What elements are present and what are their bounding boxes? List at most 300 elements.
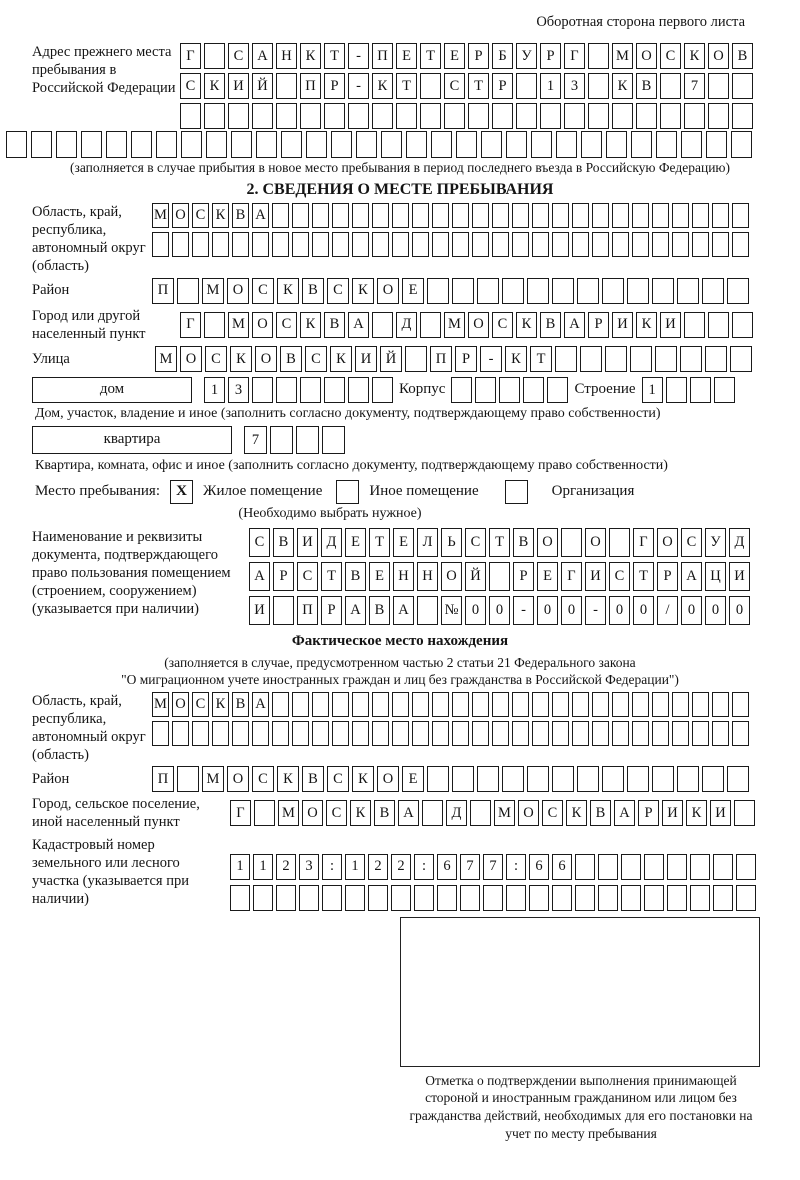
char-cell[interactable]: [332, 721, 349, 746]
char-cell[interactable]: [352, 692, 369, 717]
char-cell[interactable]: К: [516, 312, 537, 338]
char-cell[interactable]: [392, 203, 409, 228]
char-cell[interactable]: О: [227, 766, 249, 792]
char-cell[interactable]: Т: [489, 528, 510, 557]
char-cell[interactable]: [406, 131, 427, 158]
char-cell[interactable]: [612, 232, 629, 257]
char-cell[interactable]: [529, 885, 549, 911]
char-cell[interactable]: [572, 232, 589, 257]
checkbox-organizaciya[interactable]: [505, 480, 528, 504]
char-cell[interactable]: [516, 103, 537, 129]
char-cell[interactable]: Г: [230, 800, 251, 826]
char-cell[interactable]: 2: [276, 854, 296, 880]
char-cell[interactable]: К: [352, 278, 374, 304]
char-cell[interactable]: [713, 854, 733, 880]
char-cell[interactable]: В: [302, 766, 324, 792]
char-cell[interactable]: [644, 885, 664, 911]
char-cell[interactable]: [276, 885, 296, 911]
char-cell[interactable]: И: [729, 562, 750, 591]
char-cell[interactable]: [692, 692, 709, 717]
char-cell[interactable]: [472, 203, 489, 228]
char-cell[interactable]: [612, 203, 629, 228]
char-cell[interactable]: [470, 800, 491, 826]
char-cell[interactable]: [652, 203, 669, 228]
char-cell[interactable]: К: [684, 43, 705, 69]
char-cell[interactable]: [306, 131, 327, 158]
char-cell[interactable]: [156, 131, 177, 158]
confirmation-mark-box[interactable]: [400, 917, 760, 1067]
char-cell[interactable]: [212, 721, 229, 746]
char-cell[interactable]: [372, 312, 393, 338]
char-cell[interactable]: А: [345, 596, 366, 625]
char-cell[interactable]: [532, 203, 549, 228]
char-cell[interactable]: К: [300, 312, 321, 338]
char-cell[interactable]: П: [372, 43, 393, 69]
char-cell[interactable]: С: [228, 43, 249, 69]
char-cell[interactable]: К: [612, 73, 633, 99]
char-cell[interactable]: С: [192, 203, 209, 228]
char-cell[interactable]: [483, 885, 503, 911]
char-cell[interactable]: [606, 131, 627, 158]
char-cell[interactable]: О: [302, 800, 323, 826]
char-cell[interactable]: О: [180, 346, 202, 372]
char-cell[interactable]: Е: [537, 562, 558, 591]
char-cell[interactable]: [627, 278, 649, 304]
char-cell[interactable]: [131, 131, 152, 158]
char-cell[interactable]: [412, 232, 429, 257]
char-cell[interactable]: С: [681, 528, 702, 557]
char-cell[interactable]: О: [441, 562, 462, 591]
char-cell[interactable]: Г: [561, 562, 582, 591]
char-cell[interactable]: [468, 103, 489, 129]
char-cell[interactable]: [322, 426, 345, 454]
char-cell[interactable]: О: [172, 203, 189, 228]
char-cell[interactable]: Е: [444, 43, 465, 69]
char-cell[interactable]: [232, 232, 249, 257]
char-cell[interactable]: [292, 692, 309, 717]
char-cell[interactable]: П: [300, 73, 321, 99]
char-cell[interactable]: [177, 278, 199, 304]
char-cell[interactable]: О: [377, 278, 399, 304]
char-cell[interactable]: [392, 692, 409, 717]
char-cell[interactable]: 1: [642, 377, 663, 403]
char-cell[interactable]: [172, 721, 189, 746]
char-cell[interactable]: [532, 692, 549, 717]
char-cell[interactable]: С: [660, 43, 681, 69]
char-cell[interactable]: [652, 232, 669, 257]
char-cell[interactable]: В: [513, 528, 534, 557]
char-cell[interactable]: С: [326, 800, 347, 826]
char-cell[interactable]: [672, 692, 689, 717]
char-cell[interactable]: Н: [417, 562, 438, 591]
char-cell[interactable]: С: [252, 766, 274, 792]
char-cell[interactable]: [276, 103, 297, 129]
char-cell[interactable]: [512, 203, 529, 228]
char-cell[interactable]: [272, 721, 289, 746]
char-cell[interactable]: Н: [276, 43, 297, 69]
char-cell[interactable]: [572, 203, 589, 228]
char-cell[interactable]: Т: [321, 562, 342, 591]
char-cell[interactable]: [592, 203, 609, 228]
char-cell[interactable]: [602, 766, 624, 792]
char-cell[interactable]: -: [513, 596, 534, 625]
char-cell[interactable]: [372, 103, 393, 129]
char-cell[interactable]: [444, 103, 465, 129]
char-cell[interactable]: Т: [396, 73, 417, 99]
char-cell[interactable]: [256, 131, 277, 158]
char-cell[interactable]: [432, 232, 449, 257]
char-cell[interactable]: [575, 854, 595, 880]
char-cell[interactable]: [420, 103, 441, 129]
char-cell[interactable]: [655, 346, 677, 372]
char-cell[interactable]: М: [152, 692, 169, 717]
char-cell[interactable]: С: [542, 800, 563, 826]
char-cell[interactable]: [712, 203, 729, 228]
char-cell[interactable]: [652, 766, 674, 792]
char-cell[interactable]: [372, 203, 389, 228]
char-cell[interactable]: Т: [468, 73, 489, 99]
char-cell[interactable]: Р: [273, 562, 294, 591]
char-cell[interactable]: [276, 377, 297, 403]
char-cell[interactable]: [588, 73, 609, 99]
char-cell[interactable]: [331, 131, 352, 158]
char-cell[interactable]: [598, 885, 618, 911]
char-cell[interactable]: [636, 103, 657, 129]
char-cell[interactable]: К: [505, 346, 527, 372]
char-cell[interactable]: [296, 426, 319, 454]
char-cell[interactable]: В: [302, 278, 324, 304]
char-cell[interactable]: [672, 232, 689, 257]
char-cell[interactable]: С: [444, 73, 465, 99]
char-cell[interactable]: [708, 312, 729, 338]
char-cell[interactable]: [312, 232, 329, 257]
char-cell[interactable]: К: [212, 692, 229, 717]
char-cell[interactable]: А: [252, 203, 269, 228]
char-cell[interactable]: [631, 131, 652, 158]
char-cell[interactable]: 7: [460, 854, 480, 880]
char-cell[interactable]: О: [468, 312, 489, 338]
char-cell[interactable]: [273, 596, 294, 625]
char-cell[interactable]: К: [277, 278, 299, 304]
char-cell[interactable]: [204, 103, 225, 129]
char-cell[interactable]: Е: [369, 562, 390, 591]
char-cell[interactable]: 0: [729, 596, 750, 625]
char-cell[interactable]: И: [297, 528, 318, 557]
checkbox-zhiloe[interactable]: X: [170, 480, 193, 504]
char-cell[interactable]: 0: [681, 596, 702, 625]
char-cell[interactable]: Й: [252, 73, 273, 99]
char-cell[interactable]: [492, 232, 509, 257]
char-cell[interactable]: 1: [345, 854, 365, 880]
char-cell[interactable]: К: [372, 73, 393, 99]
char-cell[interactable]: 2: [391, 854, 411, 880]
char-cell[interactable]: [204, 312, 225, 338]
char-cell[interactable]: И: [710, 800, 731, 826]
char-cell[interactable]: -: [348, 73, 369, 99]
char-cell[interactable]: [692, 203, 709, 228]
char-cell[interactable]: [612, 692, 629, 717]
char-cell[interactable]: :: [414, 854, 434, 880]
char-cell[interactable]: [172, 232, 189, 257]
char-cell[interactable]: [422, 800, 443, 826]
char-cell[interactable]: [232, 721, 249, 746]
char-cell[interactable]: [547, 377, 568, 403]
char-cell[interactable]: И: [660, 312, 681, 338]
char-cell[interactable]: Т: [369, 528, 390, 557]
char-cell[interactable]: [732, 232, 749, 257]
char-cell[interactable]: [564, 103, 585, 129]
char-cell[interactable]: [516, 73, 537, 99]
char-cell[interactable]: [477, 766, 499, 792]
char-cell[interactable]: Е: [396, 43, 417, 69]
char-cell[interactable]: [552, 692, 569, 717]
char-cell[interactable]: Р: [588, 312, 609, 338]
char-cell[interactable]: [523, 377, 544, 403]
char-cell[interactable]: В: [273, 528, 294, 557]
char-cell[interactable]: [612, 103, 633, 129]
char-cell[interactable]: [730, 346, 752, 372]
char-cell[interactable]: С: [327, 766, 349, 792]
char-cell[interactable]: С: [297, 562, 318, 591]
char-cell[interactable]: Р: [455, 346, 477, 372]
char-cell[interactable]: [412, 721, 429, 746]
char-cell[interactable]: Г: [180, 43, 201, 69]
char-cell[interactable]: [324, 377, 345, 403]
char-cell[interactable]: М: [278, 800, 299, 826]
char-cell[interactable]: [652, 692, 669, 717]
char-cell[interactable]: [680, 346, 702, 372]
char-cell[interactable]: [727, 278, 749, 304]
char-cell[interactable]: К: [230, 346, 252, 372]
char-cell[interactable]: [456, 131, 477, 158]
char-cell[interactable]: В: [232, 692, 249, 717]
char-cell[interactable]: [452, 766, 474, 792]
char-cell[interactable]: 0: [561, 596, 582, 625]
char-cell[interactable]: [332, 203, 349, 228]
char-cell[interactable]: О: [657, 528, 678, 557]
char-cell[interactable]: П: [152, 766, 174, 792]
char-cell[interactable]: [660, 73, 681, 99]
char-cell[interactable]: [489, 562, 510, 591]
char-cell[interactable]: М: [152, 203, 169, 228]
char-cell[interactable]: [372, 692, 389, 717]
char-cell[interactable]: [555, 346, 577, 372]
char-cell[interactable]: [684, 103, 705, 129]
char-cell[interactable]: 0: [465, 596, 486, 625]
char-cell[interactable]: [254, 800, 275, 826]
char-cell[interactable]: В: [280, 346, 302, 372]
char-cell[interactable]: К: [330, 346, 352, 372]
char-cell[interactable]: М: [202, 766, 224, 792]
char-cell[interactable]: [292, 721, 309, 746]
char-cell[interactable]: [552, 232, 569, 257]
char-cell[interactable]: [672, 721, 689, 746]
char-cell[interactable]: П: [152, 278, 174, 304]
char-cell[interactable]: В: [636, 73, 657, 99]
char-cell[interactable]: Ь: [441, 528, 462, 557]
char-cell[interactable]: [372, 721, 389, 746]
char-cell[interactable]: [492, 103, 513, 129]
char-cell[interactable]: [492, 692, 509, 717]
char-cell[interactable]: [348, 377, 369, 403]
char-cell[interactable]: С: [252, 278, 274, 304]
char-cell[interactable]: [252, 232, 269, 257]
char-cell[interactable]: [356, 131, 377, 158]
char-cell[interactable]: [332, 232, 349, 257]
char-cell[interactable]: [605, 346, 627, 372]
char-cell[interactable]: [736, 854, 756, 880]
char-cell[interactable]: 0: [633, 596, 654, 625]
char-cell[interactable]: 1: [540, 73, 561, 99]
char-cell[interactable]: [492, 721, 509, 746]
char-cell[interactable]: 2: [368, 854, 388, 880]
char-cell[interactable]: В: [369, 596, 390, 625]
char-cell[interactable]: [692, 232, 709, 257]
char-cell[interactable]: /: [657, 596, 678, 625]
char-cell[interactable]: С: [492, 312, 513, 338]
char-cell[interactable]: [581, 131, 602, 158]
char-cell[interactable]: А: [249, 562, 270, 591]
char-cell[interactable]: [460, 885, 480, 911]
char-cell[interactable]: [230, 885, 250, 911]
char-cell[interactable]: [552, 766, 574, 792]
char-cell[interactable]: [312, 721, 329, 746]
char-cell[interactable]: И: [228, 73, 249, 99]
char-cell[interactable]: [452, 721, 469, 746]
char-cell[interactable]: [692, 721, 709, 746]
checkbox-inoe[interactable]: [336, 480, 359, 504]
char-cell[interactable]: Д: [446, 800, 467, 826]
char-cell[interactable]: [532, 232, 549, 257]
char-cell[interactable]: [345, 885, 365, 911]
char-cell[interactable]: Н: [393, 562, 414, 591]
char-cell[interactable]: [592, 692, 609, 717]
char-cell[interactable]: И: [355, 346, 377, 372]
char-cell[interactable]: М: [202, 278, 224, 304]
char-cell[interactable]: [477, 278, 499, 304]
char-cell[interactable]: [667, 885, 687, 911]
char-cell[interactable]: В: [374, 800, 395, 826]
char-cell[interactable]: [632, 692, 649, 717]
char-cell[interactable]: 0: [537, 596, 558, 625]
char-cell[interactable]: [552, 203, 569, 228]
char-cell[interactable]: [677, 766, 699, 792]
char-cell[interactable]: [644, 854, 664, 880]
apartment-box[interactable]: квартира: [32, 426, 232, 454]
char-cell[interactable]: [272, 692, 289, 717]
char-cell[interactable]: [727, 766, 749, 792]
char-cell[interactable]: К: [686, 800, 707, 826]
char-cell[interactable]: 1: [230, 854, 250, 880]
char-cell[interactable]: О: [708, 43, 729, 69]
char-cell[interactable]: [432, 203, 449, 228]
char-cell[interactable]: [253, 885, 273, 911]
char-cell[interactable]: [252, 721, 269, 746]
char-cell[interactable]: У: [516, 43, 537, 69]
char-cell[interactable]: Б: [492, 43, 513, 69]
char-cell[interactable]: [352, 203, 369, 228]
char-cell[interactable]: [714, 377, 735, 403]
char-cell[interactable]: О: [172, 692, 189, 717]
char-cell[interactable]: [532, 721, 549, 746]
char-cell[interactable]: [632, 232, 649, 257]
char-cell[interactable]: М: [444, 312, 465, 338]
char-cell[interactable]: [506, 131, 527, 158]
char-cell[interactable]: 3: [299, 854, 319, 880]
char-cell[interactable]: [621, 854, 641, 880]
char-cell[interactable]: И: [662, 800, 683, 826]
char-cell[interactable]: [392, 232, 409, 257]
char-cell[interactable]: Л: [417, 528, 438, 557]
char-cell[interactable]: 6: [552, 854, 572, 880]
char-cell[interactable]: [472, 721, 489, 746]
char-cell[interactable]: [412, 203, 429, 228]
char-cell[interactable]: [684, 312, 705, 338]
char-cell[interactable]: [481, 131, 502, 158]
char-cell[interactable]: С: [180, 73, 201, 99]
char-cell[interactable]: [431, 131, 452, 158]
char-cell[interactable]: [621, 885, 641, 911]
char-cell[interactable]: [292, 232, 309, 257]
char-cell[interactable]: У: [705, 528, 726, 557]
char-cell[interactable]: 6: [529, 854, 549, 880]
char-cell[interactable]: [705, 346, 727, 372]
char-cell[interactable]: [592, 232, 609, 257]
char-cell[interactable]: [732, 692, 749, 717]
char-cell[interactable]: А: [398, 800, 419, 826]
char-cell[interactable]: С: [249, 528, 270, 557]
char-cell[interactable]: [432, 721, 449, 746]
char-cell[interactable]: [452, 278, 474, 304]
char-cell[interactable]: [300, 103, 321, 129]
char-cell[interactable]: [660, 103, 681, 129]
char-cell[interactable]: [502, 766, 524, 792]
char-cell[interactable]: К: [204, 73, 225, 99]
char-cell[interactable]: 7: [244, 426, 267, 454]
char-cell[interactable]: В: [590, 800, 611, 826]
char-cell[interactable]: А: [564, 312, 585, 338]
char-cell[interactable]: [588, 103, 609, 129]
char-cell[interactable]: [667, 854, 687, 880]
char-cell[interactable]: [734, 800, 755, 826]
char-cell[interactable]: [452, 203, 469, 228]
char-cell[interactable]: [6, 131, 27, 158]
char-cell[interactable]: Р: [657, 562, 678, 591]
char-cell[interactable]: О: [252, 312, 273, 338]
char-cell[interactable]: 1: [204, 377, 225, 403]
char-cell[interactable]: С: [192, 692, 209, 717]
char-cell[interactable]: В: [324, 312, 345, 338]
char-cell[interactable]: 7: [483, 854, 503, 880]
char-cell[interactable]: [348, 103, 369, 129]
char-cell[interactable]: [627, 766, 649, 792]
char-cell[interactable]: [292, 203, 309, 228]
house-box[interactable]: дом: [32, 377, 192, 403]
char-cell[interactable]: [580, 346, 602, 372]
char-cell[interactable]: [552, 721, 569, 746]
char-cell[interactable]: С: [609, 562, 630, 591]
char-cell[interactable]: [702, 766, 724, 792]
char-cell[interactable]: [527, 766, 549, 792]
char-cell[interactable]: [609, 528, 630, 557]
char-cell[interactable]: К: [277, 766, 299, 792]
char-cell[interactable]: [712, 232, 729, 257]
char-cell[interactable]: Е: [393, 528, 414, 557]
char-cell[interactable]: [272, 232, 289, 257]
char-cell[interactable]: [602, 278, 624, 304]
char-cell[interactable]: -: [585, 596, 606, 625]
char-cell[interactable]: [414, 885, 434, 911]
